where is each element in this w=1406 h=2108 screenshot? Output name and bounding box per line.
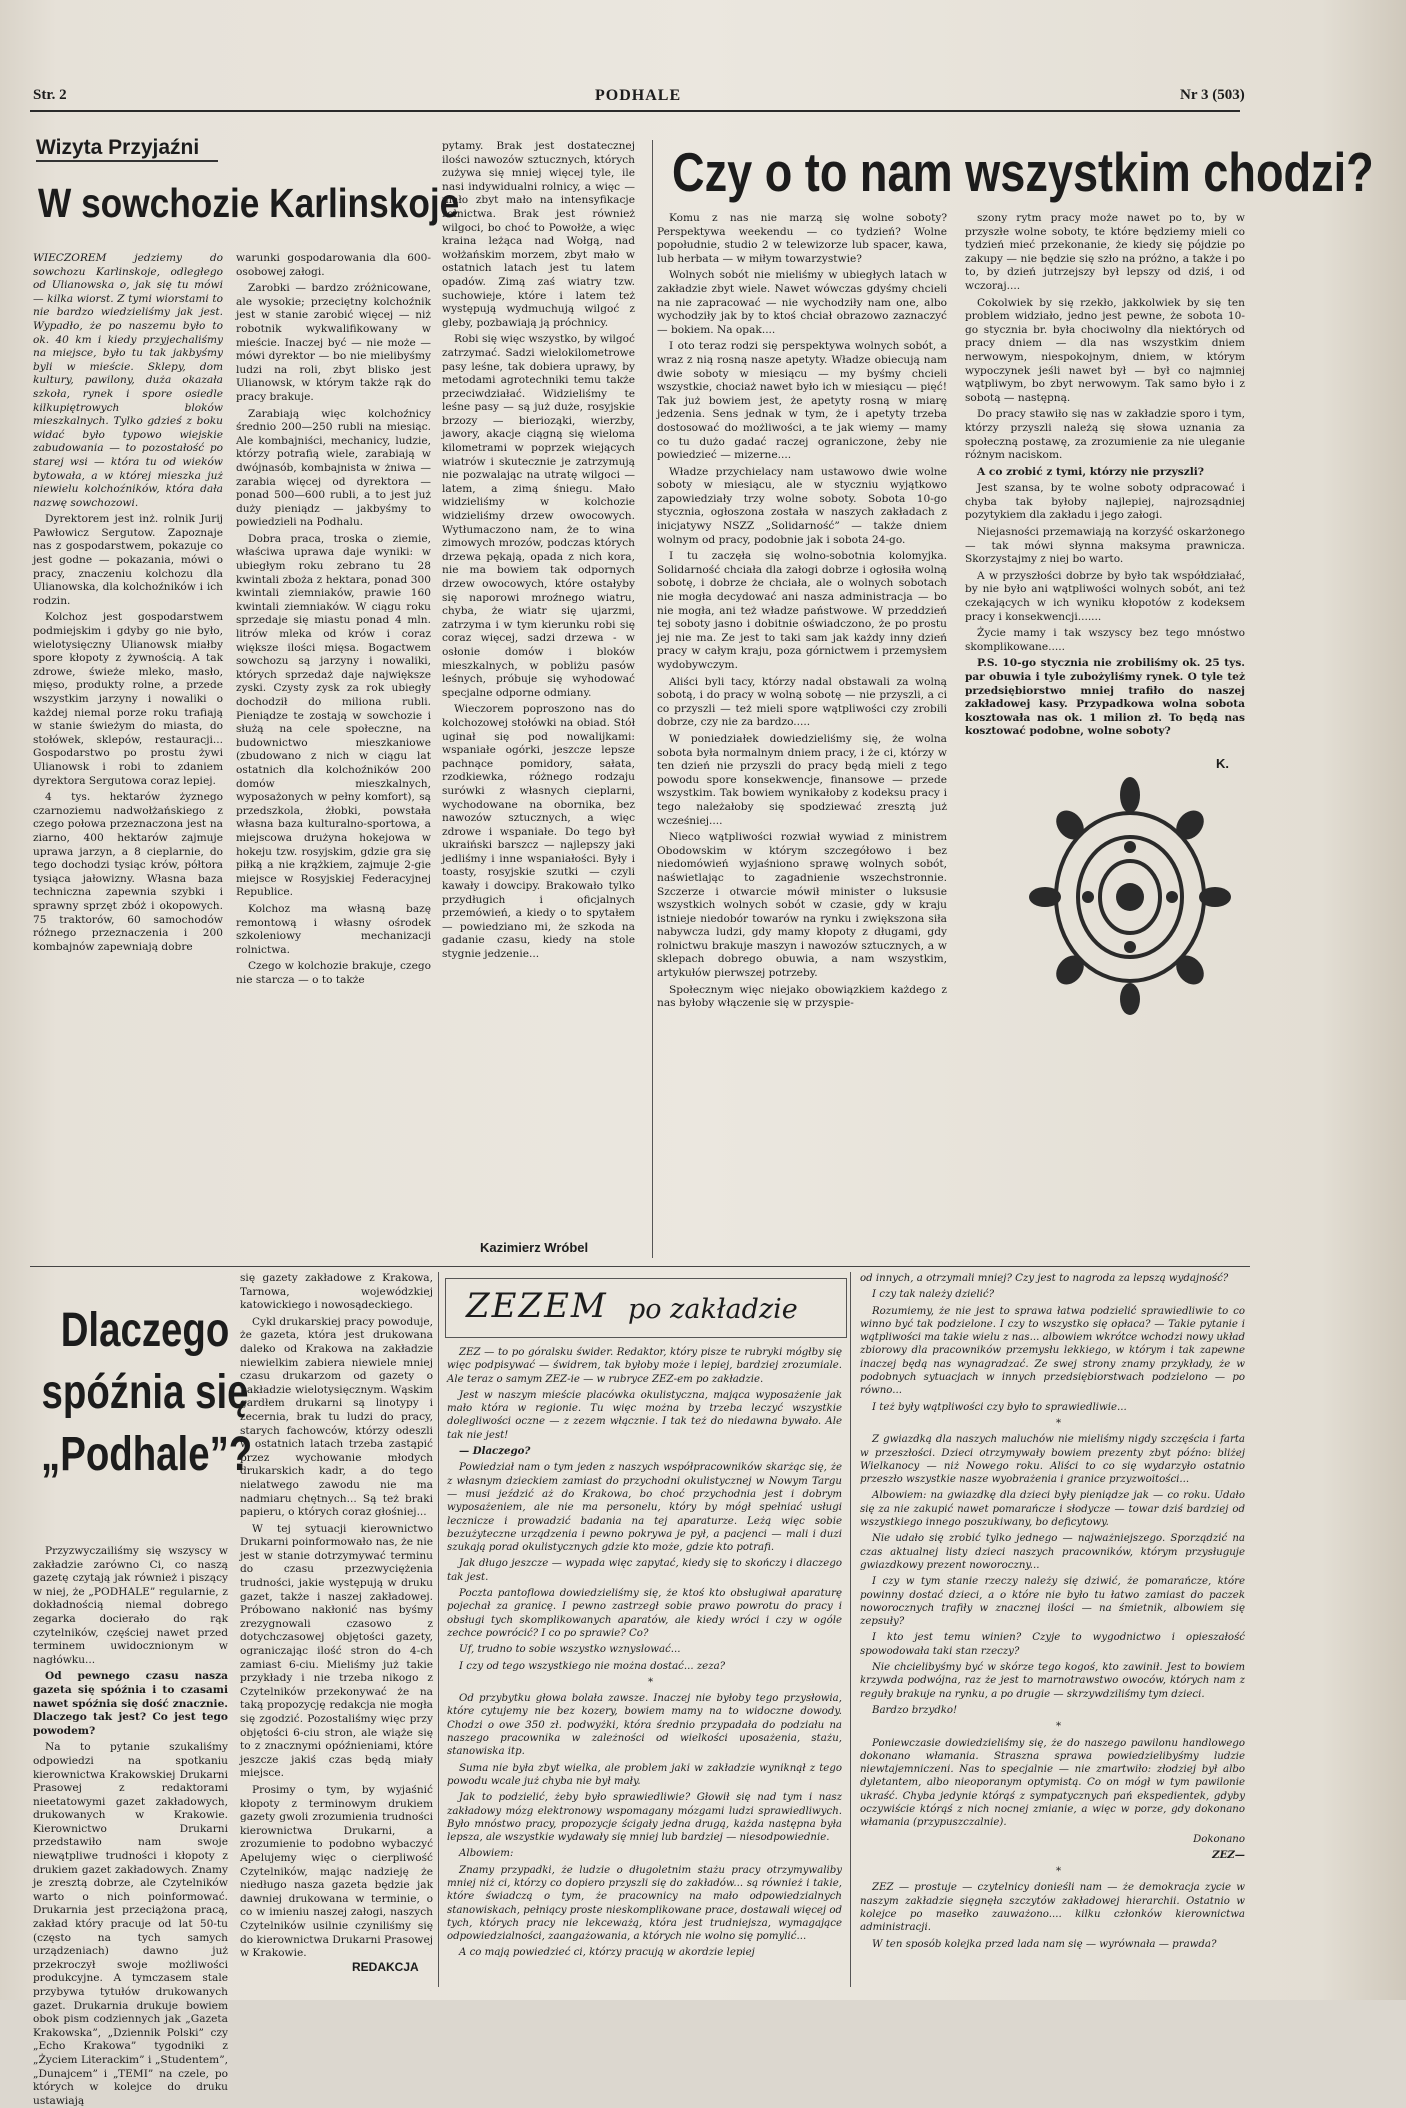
paragraph: Prosimy o tym, by wyjaśnić kłopoty z terminowym drukiem gazety gwoli zrozumienia trudności kierownictwa Drukarni, a zrozumienie to podobno wybaczyć Apelujemy więc o cierpliwość Czytelników, mając nadzieję że niedługo nasza gazeta będzie jak dawniej drukowana w terminie, o co w imieniu naszej załogi, naszych Czytelników usilnie czyniliśmy się do kierownictwa Drukarni Prasowej w Krakowie. — [240, 1783, 433, 1960]
paragraph: szony rytm pracy może nawet po to, by w przyszłe wolne soboty, te które będziemy mieli co tydzień mieć przekonanie, że kiedy się pójdzie po zakupy — nie będzie się szło na próżno, a także i po to, by dzień jutrzejszy był lepszy od dziś, i od wczoraj.... — [965, 212, 1245, 292]
paragraph: W tej sytuacji kierownictwo Drukarni poinformowało nas, że nie jest w stanie dotrzymywać terminu do czasu przezwyciężenia trudności, jakie występują w druku gazet, także i naszej zakładowej. Próbowano nakłonić nas byśmy zrezygnowali czasowo z dotychczasowej objętości gazety, ograniczając ilość stron do 4-ch zamiast 6-ciu. Mieliśmy już takie przykłady i nie trzeba nikogo z Czytelników przekonywać że na taką propozycję redakcja nie mogła się zgodzić. Pozostaliśmy więc przy objętości 6-ciu stron, ale wiąże się to z znacznymi opóźnieniami, które jeszcze jakiś czas będą miały miejsce. — [240, 1522, 433, 1780]
article4-title-main: ZEZEM — [466, 1286, 608, 1326]
article3-title-line2: spóźnia się — [41, 1366, 249, 1419]
article4-col2 — [860, 1272, 1245, 1984]
column-rule — [438, 1272, 439, 1987]
paragraph: I czy tak należy dzielić? — [872, 1289, 995, 1301]
paragraph: pytamy. Brak jest dostatecznej ilości nawozów sztucznych, których zużywa się mniej więcej tyle, ile nasi indywidualni rolnicy, a więc — mało zbyt mało na intensyfikacje rolnictwa. Brak jest również wilgoci, bo choć to Powołże, a więc kraina leżąca nad Wołgą, nad wołżańskim morzem, zbyt mało w ostatnich latach jest tu latem opadów. Zimą zaś wiatry tzw. suchowieje, które i latem też występują wydmuchują wilgoć z gleby, pozbawiają ją próchnicy. — [442, 140, 635, 329]
issue-number: Nr 3 (503) — [1180, 87, 1245, 103]
paragraph: Na to pytanie szukaliśmy odpowiedzi na spotkaniu kierownictwa Krakowskiej Drukarni Prasowej z redaktorami nieetatowymi gazet zakładowych, drukowanych w Krakowie. Kierownictwo Drukarni przedstawiło nam swoje niewątpliwe trudności i kłopoty z drukiem gazet zakładowych. Znamy je zresztą dobrze, ale Czytelników warto o nich poinformować. Drukarnia jest przeciążona pracą, zakład który pracuje od lat 50-tu (często na tych samych urządzeniach) dawno już przekroczył swoje możliwości produkcyjne. A tymczasem stale przybywa tytułów drukowanych gazet. Drukarnia drukuje bowiem obok pism codziennych jak „Gazeta Krakowska”, „Dziennik Polski” czy „Echo Krakowa” tygodniki z „Życiem Literackim” i „Studentem”, „Dunajcem” i „TEMI” na czele, po których w kolejce do druku ustawiają — [33, 1741, 228, 2107]
article3-title-box — [40, 1300, 253, 1530]
column-rule — [850, 1272, 851, 1987]
article4-signature: ZEZ— — [1212, 1848, 1245, 1861]
paragraph: Suma nie była zbyt wielka, ale problem jaki w zakładzie wyniknął z tego powodu wcale już chyba nie był mały. — [447, 1762, 842, 1787]
header-rule — [30, 110, 1240, 112]
paragraph: Nieco wątpliwości rozwiał wywiad z ministrem Obodowskim w którym szczegółowo i bez niedomówień wyjaśniono sprawę wolnych sobót, naświetlając to zagadnienie wszechstronnie. Szczerze i otwarcie mówił minister o luksusie wszystkich wolnych sobót w czasie, gdy w kraju istnieje niedobór towarów na rynku i zwiększona siła nabywcza ludzi, gdy mamy kłopoty z długami, gdy rolnictwu brakuje maszyn i nawozów sztucznych, a w sklepach dobrego obuwia, a nam wszystkim, artykułów pierwszej potrzeby. — [657, 831, 947, 980]
paragraph: Jak to podzielić, żeby było sprawiedliwie? Głowił się nad tym i nasz zakładowy mózg elektronowy wspomagany mózgami ludzi sprawiedliwych. Było mnóstwo pracy, propozycje ścigały jedna drugą, każda następna była lepsza, ale wszystkie wydawały się mniej lub bardziej — niesodpowiednie. — [447, 1792, 842, 1844]
paragraph: I czy w tym stanie rzeczy należy się dziwić, że pomarańcze, które powinny dostać dzieci, a o które nie było tu łatwo zamiast do paczek noworocznych trafiły w znacznej ilości — na śmietnik, albowiem się zepsuły? — [860, 1576, 1245, 1628]
article1-kicker: Wizyta Przyjaźni — [36, 136, 218, 162]
asterisk: * — [1055, 1721, 1062, 1733]
paragraph: I kto jest temu winien? Czyje to wygodnictwo i opieszałość spowodowała taki stan rzeczy? — [860, 1632, 1245, 1657]
paragraph: W ten sposób kolejka przed lada nam się — wyrównała — prawda? — [872, 1938, 1217, 1950]
paragraph: A co mają powiedzieć ci, którzy pracują w akordzie lepiej — [459, 1947, 755, 1959]
section-rule — [30, 1266, 1250, 1267]
paragraph: Albowiem: — [459, 1848, 514, 1860]
paragraph: I też były wątpliwości czy było to sprawiedliwie... — [872, 1401, 1127, 1413]
paragraph: Jest szansa, by te wolne soboty odpracować i chyba tak byłoby najlepiej, najrozsądniej pozytykiem dla zakładu i jego załogi. — [965, 482, 1245, 522]
paragraph: Zarabiają więc kolchoźnicy średnio 200—250 rubli na miesiąc. Ale kombajniści, mechanicy, ludzie, którzy potrafią wiele, zarabiają w dwójnasób, kombajnista w żniwa — zarabia więcej od dyrektora — ponad 500—600 rubli, a to jest już duży pieniądz — jakbyśmy to powiedzieli na Podhalu. — [236, 407, 431, 529]
paragraph: I czy od tego wszystkiego nie można dostać... zeza? — [459, 1660, 726, 1672]
paragraph: W poniedziałek dowiedzieliśmy się, że wolna sobota była normalnym dniem pracy, i że ci, którzy w ten dzień nie przyszli do pracy będą mieli z tego powodu spore konsekwencje, finansowe — przede wszystkim. Tak bowiem wynikałoby z kodeksu pracy i tego należałoby się spodziewać zresztą już wcześniej.... — [657, 732, 947, 827]
paragraph: Robi się więc wszystko, by wilgoć zatrzymać. Sadzi wielokilometrowe pasy leśne, tak dobiera uprawy, by metodami agrotechniki temu także przeciwdziałać. Widzieliśmy te leśne pasy — są już duże, rosyjskie brzozy — bierioząki, wierzby, jawory, akacje ciągną się wieloma kilometrami w poprzek wiejących wiatrów i skutecznie je zatrzymują nie pozwalając na utratę wilgoci — latem, a zimą śniegu. Mało widzieliśmy w kolchozie widzieliśmy drzew owocowych. Wytłumaczono nam, że to wina zimowych mrozów, podczas których drzewa pękają, opada z nich kora, nie ma bowiem tak odpornych drzew owocowych, które ostałyby się naporowi mroźnego wiatru, chyba, że wiatr się ujarzmi, zatrzyma i w tym kierunku robi się coraz więcej, sadzi drzewa - w osłonie domów i bloków mieszkalnych, w pobliżu pasów leśnych, próbuje się wyhodować specjalne odporne odmiany. — [442, 333, 635, 699]
subheading: A co zrobić z tymi, którzy nie przyszli? — [977, 465, 1205, 478]
paragraph: Kolchoz jest gospodarstwem podmiejskim i gdyby go nie było, wielotysięczny Ulianowsk miałby spore kłopoty z żywnością. A tak zdrowe, świeże mleko, masło, mięso, produkty rolne, a przede wszystkim jarzyny i nowaliki o każdej niemal porze roku trafiają w stanie świeżym do miasta, do stołówek, sklepów, restauracji... Gospodarstwo po prostu żywi Ulianowsk i robi to zdaniem dyrektora Sergutowa coraz lepiej. — [33, 611, 223, 787]
paragraph: ZEZ — to po góralsku świder. Redaktor, który pisze te rubryki mógłby się więc podpisywać — świdrem, tak byłoby może i lepiej, bardziej zrozumiale. Ale teraz o samym ZEZ-ie — w rubryce ZEZ-em po zakładzie. — [447, 1347, 842, 1385]
paragraph: Jak długo jeszcze — wypada więc zapytać, kiedy się to skończy i dlaczego tak jest. — [447, 1558, 842, 1583]
paragraph: Aliści byli tacy, którzy nadal obstawali za wolną sobotą, i do pracy w wolną sobotę — nie przyszli, a ci co przyszli — też mieli spore wątpliwości czy zrobili dobrze, czy nie za bardzo..... — [657, 675, 947, 729]
masthead: PODHALE — [595, 87, 682, 104]
paragraph: Cykl drukarskiej pracy powoduje, że gazeta, która jest drukowana daleko od Krakowa na zakładzie niewielkim zabiera niewiele mniej czasu drukarzom od gazety o nakładzie wielotysięcznym. Wąskim gardłem drukarni są linotypy i zecernia, brak tu ludzi do pracy, starych fachowców, którzy odeszli w ostatnich latach trzeba zastąpić przez wychowanie młodych drukarskich kadr, a do tego nielatwego zawodu nie ma nadmiaru chętnych... Są też braki papieru, o których coraz głośniej... — [240, 1315, 433, 1519]
paragraph: Wieczorem poproszono nas do kolchozowej stołówki na obiad. Stół uginał się pod nowalijkami: wspaniałe ogórki, jeszcze lepsze pachnące pomidory, sałata, rzodkiewka, różnego rodzaju surówki z własnych cieplarni, wychodowane na obornika, bez nawozów sztucznych, a więc zdrowe i wspaniałe. Do tego był ukraiński barszcz — najlepszy jaki jedliśmy i inne wspaniałości. Były i toasty, rosyjskie szutki — czyli kawały i dowcipy. Brakowało tylko przydługich i oficjalnych przemówień, a kiedy o to spytałem — powiedziano mi, że szkoda na gadanie czasu, kiedy na stole stygnie jedzenie... — [442, 703, 635, 961]
article1-col3 — [442, 140, 635, 1234]
paragraph: Zarobki — bardzo zróżnicowane, ale wysokie; przeciętny kolchoźnik jest w stanie zarobić więcej — niż robotnik wykwalifikowany w mieście. Inaczej być — nie może — mówi dyrektor — bo nie mielibyśmy ludzi na roli, zbyt blisko jest Ulianowsk, w którym także rąk do pracy brakuje. — [236, 282, 431, 403]
paragraph: Życie mamy i tak wszyscy bez tego mnóstwo skomplikowane..... — [965, 627, 1245, 653]
paragraph: Uf, trudno to sobie wszystko wznyslować... — [459, 1644, 681, 1656]
paragraph: Znamy przypadki, że ludzie o długoletnim stażu pracy otrzymywaliby mniej niż ci, którzy co dopiero przyszli się do zakładów... są również i takie, które świadczą o tym, że pracownicy na mało odpowiedzialnych stanowiskach, pełniący proste nieskomplikowane prace, dostawali więcej od tych, których pracy nie lekceważą, która jest trudniejsza, wymagające odpowiedzialności, zaangażowania, a których nie wolno się pomylić... — [447, 1864, 842, 1943]
article3-title-line1: Dlaczego — [60, 1304, 230, 1357]
article3-col2 — [240, 1272, 433, 1960]
article1-col2 — [236, 252, 431, 1264]
paragraph: Społecznym więc niejako obowiązkiem każdego z nas byłoby włączenie się w przyspie- — [657, 983, 947, 1010]
article4-col1 — [447, 1346, 842, 1986]
paragraph: Władze przychielacy nam ustawowo dwie wolne soboty w miesiącu, ale w styczniu wyjątkowo zapowiedziały trzy wolne soboty. Sobota 10-go stycznia, ogłoszona została w naszych zakładach z inicjatywy NSZZ „Solidarność” — także dniem wolnym od pracy, podobnie jak i sobota 24-go. — [657, 465, 947, 546]
paragraph: warunki gospodarowania dla 600-osobowej załogi. — [236, 252, 431, 278]
lead: Od pewnego czasu nasza gazeta się spóźnia i to czasami nawet spóźnia się dość znacznie. Dlaczego tak jest? Co jest tego powodem? — [33, 1670, 228, 1737]
article1-title-box — [38, 180, 460, 232]
article3-col1 — [33, 1545, 228, 2107]
paragraph: Do pracy stawiło się nas w zakładzie sporo i tym, którzy przyszli należą się słowa uznania za społeczną postawę, za zrozumienie za nie uleganie różnym naciskom. — [965, 408, 1245, 462]
paragraph: 4 tys. hektarów żyznego czarnoziemu nadwołżańskiego z czego połowa przeznaczona jest na ziarno, 400 hektarów zajmuje uprawa jarzyn, a 8 cieplarnie, do tego dochodzi tysiąc krów, półtora tysiąca jałowizny. Własna baza techniczna zapewnia szybki i sprawny sprzęt zbóż i okopowych. 75 traktorów, 60 samochodów różnego przeznaczenia i 200 kombajnów zapewniają dobre — [33, 791, 223, 953]
paragraph: I tu zaczęła się wolno-sobotnia kolomyjka. Solidarność chciała dla załogi dobrze i ogłosiła wolną sobotę, i dobrze że chciała, ale o wolnych sobotach nie mogła decydować ani nasza administracja — bo nie mogła, ani też władze państwowe. W przeddzień tej soboty jasno i dobitnie oświadczono, że po prostu jej nie ma. Ze jest to taki sam jak każdy inny dzień pracy w całym kraju, poza górnictwem i przemysłem wydobywczym. — [657, 550, 947, 671]
paragraph: Z gwiazdką dla naszych maluchów nie mieliśmy nigdy szczęścia i farta w przeszłości. Dzieci otrzymywały bowiem prezenty zbyt późno: bliżej Wielkanocy — niż Nowego roku. Aliści to co się wydarzyło ostatnio przeszło wszystkie nasze wyobrażenia i granice przyzwoitości... — [860, 1434, 1245, 1486]
article2-title-box — [672, 140, 1374, 204]
paragraph: od innych, a otrzymali mniej? Czy jest to nagroda za lepszą wydajność? — [860, 1273, 1229, 1284]
paragraph: Cokolwiek by się rzekło, jakkolwiek by się ten problem widziało, jedno jest pewne, że sobota 10-go stycznia br. była chociwolny dla niektórych od pracy dniem — dla nas wszystkim dniem nerwowym, niespokojnym, dniem, w którym wypoczynek jeśli nawet był — był co najmniej wątpliwym, bo zbyt nerwowym. Tak samo było i z sobotą — następną. — [965, 296, 1245, 404]
paragraph: Od przybytku głowa bolała zawsze. Inaczej nie byłoby tego przysłowia, które cytujemy nie bez kozery, bowiem mamy na to widoczne dowody. Chodzi o owe 350 zł. podwyżki, która średnio przypadała do podziału na naszego pracownika w zależności od wielkości uposażenia, stażu, stanowiska itp. — [447, 1693, 842, 1758]
paragraph: Powiedział nam o tym jeden z naszych współpracowników skarżąc się, że z własnym dzieckiem zamiast do przychodni okulistycznej w Nowym Targu — musi jeździć aż do Krakowa, bo choć przychodnia jest i dobrym wyposażeniem, ale nie ma personelu, który by mógł spełniać usługi lecznicze i prowadzić badania na tej aparaturze. Leżą więc sobie bezużyteczne urządzenia i pewno pokrywa je pył, a pacjenci — mali i duzi szukają porad okulistycznych gdzie kto może, gdzie kto potrafi. — [447, 1462, 842, 1554]
paragraph: Dyrektorem jest inż. rolnik Jurij Pawłowicz Sergutow. Zapoznaje nas z gospodarstwem, pokazuje co jest godne — pokazania, mówi o pracy, znaczeniu kolchozu dla Ulianowska, dla kolchoźników i ich rodzin. — [33, 513, 223, 607]
article2-col1 — [657, 212, 947, 1272]
paragraph: Kolchoz ma własną bazę remontową i własny ośrodek szkoleniowy mechanizacji rolnictwa. — [236, 902, 431, 956]
paragraph: Bardzo brzydko! — [872, 1704, 958, 1716]
article2-signature: K. — [1216, 756, 1229, 771]
paragraph: Jest w naszym mieście placówka okulistyczna, mająca wyposażenie jak mało która w regionie. Tu więc można by trzeba leczyć wszystkie dolegliwości oczne — z zezem włącznie. I tak też do niedawna bywało. Ale tak nie jest! — [447, 1389, 842, 1441]
paragraph: się gazety zakładowe z Krakowa, Tarnowa, wojewódzkiej katowickiego i nowosądeckiego. — [240, 1272, 433, 1312]
folk-ornament-image — [1025, 775, 1235, 1015]
page-number: Str. 2 — [33, 87, 67, 103]
paragraph: Niejasności przemawiają na korzyść oskarżonego — tak mówi słynna maksyma prawnicza. Skorzystajmy z niej bo warto. — [965, 526, 1245, 566]
paragraph: Poniewczasie dowiedzieliśmy się, że do naszego pawilonu handlowego dokonano włamania. Straszna sprawa powiedzielibyśmy ludzie niewtajemniczeni. Nas to specjalnie — nie zmartwiło: złodziej był albo dyletantem, albo nieoporanym optymistą. Co on mógł w tym pawilonie ukraść. Chyba jedynie którąś z sympatycznych pań ekspedientek, gdyby oczywiście którąś z nich nocnej zmianie, a więc w porze, gdy dokonano włamania (przypuszczalnie). — [860, 1737, 1245, 1829]
article2-title: Czy o to nam wszystkim chodzi? — [672, 141, 1374, 203]
paragraph: Poczta pantoflowa dowiedzieliśmy się, że ktoś kto obsługiwał aparaturę pojechał za granicę. I pewno zastrzegł sobie prawo powrotu do pracy i obsługi tych skomplikowanych aparatów, ale kiedy wróci i czy w ogóle zechce powrócić? I co po sprawie? Co? — [447, 1588, 842, 1639]
asterisk: * — [1055, 1866, 1062, 1878]
paragraph: Dokonano — [1193, 1833, 1245, 1845]
paragraph: — Dlaczego? — [459, 1445, 531, 1458]
article3-title-line3: „Podhale”? — [41, 1428, 253, 1481]
paragraph: A w przyszłości dobrze by było tak współdziałać, by nie było ani wątpliwości wolnych sobót, ani też czekających w ich wyniku kłopotów z kodeksem pracy i konsekwencji....... — [965, 569, 1245, 623]
asterisk: * — [1055, 1417, 1062, 1429]
paragraph: ZEZ — prostuje — czytelnicy donieśli nam — że demokracja zycie w naszym zakładzie sięgnęła szczytów zakładowej hierarchii. Ostatnio w kolejce po masełko zauważono.... kilku członków kierownictwa administracji. — [860, 1882, 1245, 1934]
paragraph: Albowiem: na gwiazdkę dla dzieci były pieniądze jak — co roku. Udało się za nie zakupić nawet pomarańcze i słodycze — towar dziś bardziej od wszystkiego innego poszukiwany, bo deficytowy. — [860, 1490, 1245, 1529]
paragraph: Czego w kolchozie brakuje, czego nie starcza — o to także — [236, 960, 431, 986]
paragraph: Dobra praca, troska o ziemie, właściwa uprawa daje wyniki: w ubiegłym roku zebrano tu 28 kwintali zboża z hektara, ponad 300 kwintali ziemniaków, prawie 160 kwintali ziemniaków. W ciągu roku sprzedaje się miastu ponad 4 mln. litrów mleka od krów i coraz większe ilości mięsa. Bogactwem sowchozu są jarzyny i nowaliki, których sprzedaż daje największe zyski. Czysty zysk za rok ubiegły dochodził do miliona rubli. Pieniądze te zostają w sowchozie i służą na cele społeczne, na budownictwo mieszkaniowe (zbudowano z nich w ciągu lat ostatnich dla kolchoźników 200 domów mieszkalnych, wyposażonych w pełny komfort), są przedszkola, żłobki, powstała własna baza kulturalno-sportowa, a miejscowa drużyna hokejowa w hokeju tzw. rosyjskim, gdzie gra się piłką a nie krążkiem, zajmuje 2-gie miejsce w Rosyjskiej Federacyjnej Republice. — [236, 532, 431, 899]
paragraph: Nie udało się zrobić tylko jednego — najważniejszego. Sporządzić na czas aktualnej listy dzieci naszych pracowników, którym przysługuje gwiazdkowy prezent noworoczny... — [860, 1533, 1245, 1571]
column-rule — [652, 140, 653, 1258]
paragraph: WIECZOREM jedziemy do sowchozu Karlinskoje, odległego od Ulianowska o, jak się tu mówi — kilka wiorst. Z tymi wiorstami to nie bardzo wiedzieliśmy jak jest. Wypadło, że po naszemu było to ok. 40 km i kiedy przyjechaliśmy na miejsce, było tu tak jakbyśmy byli w mieście. Sklepy, dom kultury, pawilony, duża okazała szkoła, rynek i spore osiedle kilkupiętrowych bloków mieszkalnych. Tylko gdzieś z boku widać było typowo wiejskie zabudowania — to pozostałość po starej wsi — która tu od wieków bytowała, a w której mieszka już niewielu kolchoźników, która dała nazwę sowchozowi. — [33, 252, 223, 509]
postscript: P.S. 10-go stycznia nie zrobiliśmy ok. 25 tys. par obuwia i tyle zubożyliśmy rynek. O tyle też przedsiębiorstwo mniej trafiło do naszej zakładowej kasy. Przypadkowa wolna sobota kosztowała nas ok. 1 milion zł. To będą nas kosztować podobne, wolne soboty? — [965, 657, 1245, 738]
paragraph: Przyzwyczailiśmy się wszyscy w zakładzie zarówno Ci, co naszą gazetę czytają jak również i piszący w niej, że „PODHALE” regularnie, z dokładnością niemal dobrego zegarka docierało do rąk czytelników, częściej nawet przed terminem uwidocznionym w nagłówku... — [33, 1545, 228, 1666]
article1-col1 — [33, 252, 223, 1264]
asterisk: * — [647, 1676, 654, 1688]
paragraph: Rozumiemy, że nie jest to sprawa łatwa podzielić sprawiedliwie to co winno być tak podzielone. I czy to wszystko się opłaca? — Takie pytanie i wątpliwości ma takie wielu z nas... albowiem wkrótce wchodzi nowy układ zbiorowy dla pracowników przemysłu lekkiego, w którym i tak zapewne inaczej będą nas wynagradzać. Ze swej strony znamy przykłady, że w podobnych sytuacjach w innych przedsiębiorstwach podzielono — po równo... — [860, 1305, 1245, 1397]
article1-author: Kazimierz Wróbel — [480, 1240, 589, 1255]
paragraph: Wolnych sobót nie mieliśmy w ubiegłych latach w zakładzie zbyt wiele. Nawet wówczas gdyśmy chcieli na nie zapracować — nie wychodziły nam one, albo wychodziły jak by to ktoś chciał obrazowo zaznaczyć — bokiem. Na opak.... — [657, 269, 947, 336]
paragraph: Komu z nas nie marzą się wolne soboty? Perspektywa weekendu — co tydzień? Wolne popołudnie, studio 2 w telewizorze lub spacer, kawa, lub herbata — w miłym towarzystwie? — [657, 212, 947, 265]
paragraph: I oto teraz rodzi się perspektywa wolnych sobót, a wraz z nią rosną nasze apetyty. Władze obiecują nam dwie soboty w miesiącu — my byśmy chcieli wszystkie, chociaż nawet było ich w miesiącu — pięć! Tak już bowiem jest, że apetyty rosną w miarę jedzenia. Sens jednak w tym, że i apetyty trzeba dostosować do możliwości, a te jak wiemy — mamy co tu dużo gadać raczej ograniczone, żeby nie powiedzieć — mizerne.... — [657, 340, 947, 462]
article4-title-sub: po zakładzie — [628, 1294, 798, 1325]
article3-signature: REDAKCJA — [352, 1960, 419, 1974]
article1-title: W sowchozie Karlinskoje — [38, 180, 460, 226]
paragraph: Nie chcielibyśmy być w skórze tego kogoś, kto zawinił. Jest to bowiem krzywda podwójna, raz że jest to marnotrawstwo owoców, których nam z reguły brakuje na rynku, a po drugie — skrzywdziliśmy tym dzieci. — [860, 1662, 1245, 1700]
article2-col2 — [965, 212, 1245, 752]
